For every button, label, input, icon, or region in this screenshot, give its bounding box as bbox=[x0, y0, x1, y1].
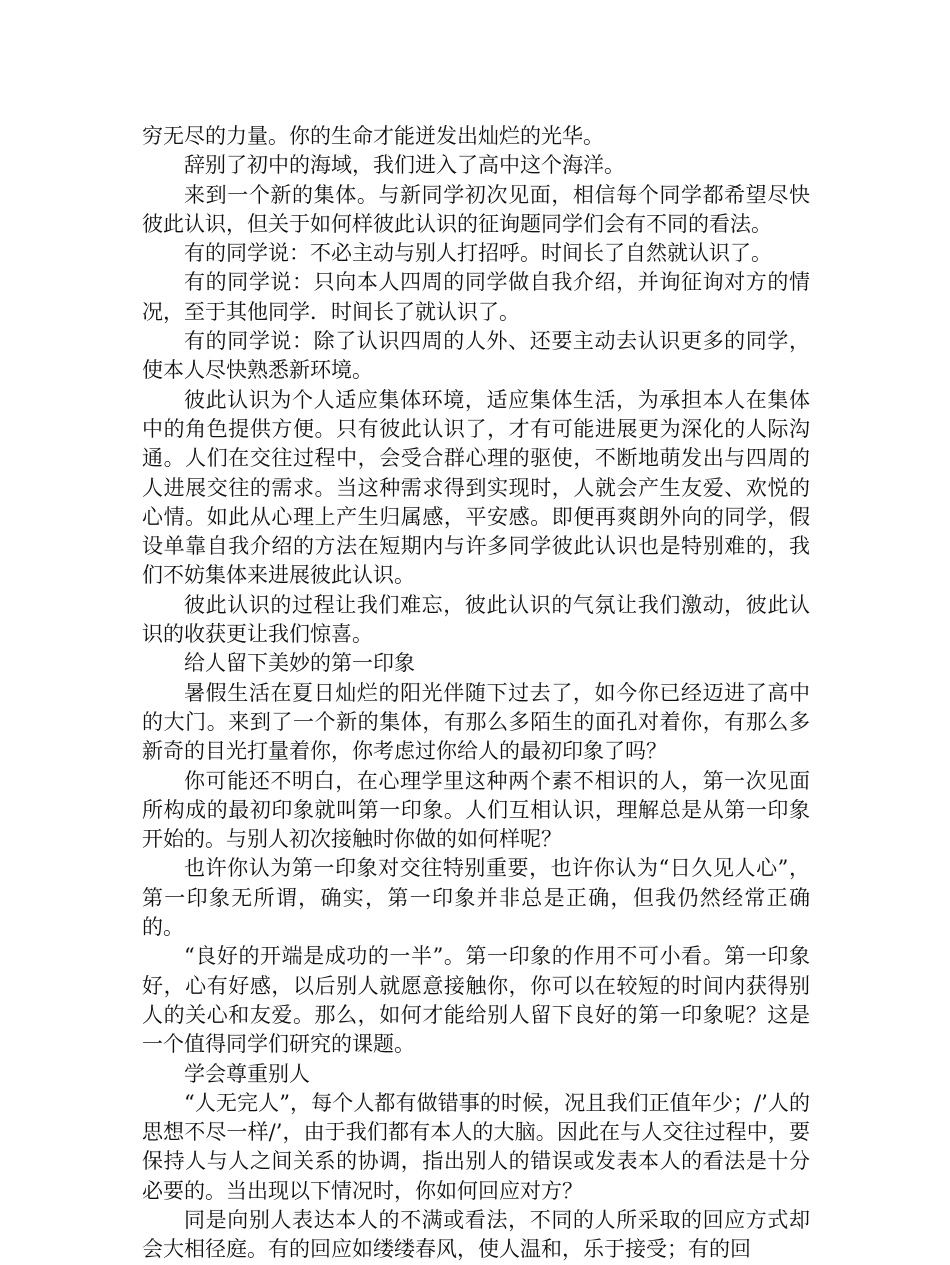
paragraph: 辞别了初中的海域，我们进入了高中这个海洋。 bbox=[184, 153, 625, 178]
section-heading: 给人留下美妙的第一印象 bbox=[184, 651, 415, 676]
paragraph: “良好的开端是成功的一半”。第一印象的作用不可小看。第一印象好，心有好感，以后别人就愿意接触你，你可以在较短的时间内获得别人的关心和友爱。那么，如何才能给别人留下良好的第一印象呢？这是一个值得同学们研究的课题。 bbox=[142, 944, 810, 1057]
paragraph: “人无完人”，每个人都有做错事的时候，况且我们正值年少；/’人的思想不尽一样/’，由于我们都有本人的大脑。因此在与人交往过程中，要保持人与人之间关系的协调，指出别人的错误或发表本人的看法是十分必要的。当出现以下情况时，你如何回应对方？ bbox=[142, 1090, 810, 1203]
document-body bbox=[142, 122, 810, 1265]
paragraph: 有的同学说：只向本人四周的同学做自我介绍，并询征询对方的情况，至于其他同学．时间长了就认识了。 bbox=[142, 270, 810, 324]
paragraph-continuation: 穷无尽的力量。你的生命才能迸发出灿烂的光华。 bbox=[142, 124, 604, 148]
paragraph: 你可能还不明白，在心理学里这种两个素不相识的人，第一次见面所构成的最初印象就叫第一印象。人们互相认识，理解总是从第一印象开始的。与别人初次接触时你做的如何样呢？ bbox=[142, 768, 810, 852]
paragraph: 彼此认识为个人适应集体环境，适应集体生活，为承担本人在集体中的角色提供方便。只有彼此认识了，才有可能进展更为深化的人际沟通。人们在交往过程中，会受合群心理的驱使，不断地萌发出与四周的人进展交往的需求。当这种需求得到实现时，人就会产生友爱、欢悦的心情。如此从心理上产生归属感，平安感。即便再爽朗外向的同学，假设单靠自我介绍的方法在短期内与许多同学彼此认识也是特别难的，我们不妨集体来进展彼此认识。 bbox=[142, 387, 810, 588]
paragraph: 暑假生活在夏日灿烂的阳光伴随下过去了，如今你已经迈进了高中的大门。来到了一个新的集体，有那么多陌生的面孔对着你，有那么多新奇的目光打量着你，你考虑过你给人的最初印象了吗？ bbox=[142, 680, 810, 764]
paragraph: 有的同学说：不必主动与别人打招呼。时间长了自然就认识了。 bbox=[184, 241, 772, 266]
paragraph: 彼此认识的过程让我们难忘，彼此认识的气氛让我们激动，彼此认识的收获更让我们惊喜。 bbox=[142, 592, 810, 647]
paragraph: 来到一个新的集体。与新同学初次见面，相信每个同学都希望尽快彼此认识，但关于如何样彼此认识的征询题同学们会有不同的看法。 bbox=[142, 182, 810, 236]
paragraph: 也许你认为第一印象对交往特别重要，也许你认为“日久见人心”，第一印象无所谓，确实，第一印象并非总是正确，但我仍然经常正确的。 bbox=[142, 856, 810, 940]
paragraph: 有的同学说：除了认识四周的人外、还要主动去认识更多的同学，使本人尽快熟悉新环境。 bbox=[142, 329, 810, 383]
paragraph: 同是向别人表达本人的不满或看法，不同的人所采取的回应方式却会大相径庭。有的回应如缕缕春风，使人温和，乐于接受；有的回 bbox=[142, 1207, 810, 1262]
section-heading: 学会尊重别人 bbox=[184, 1061, 310, 1086]
